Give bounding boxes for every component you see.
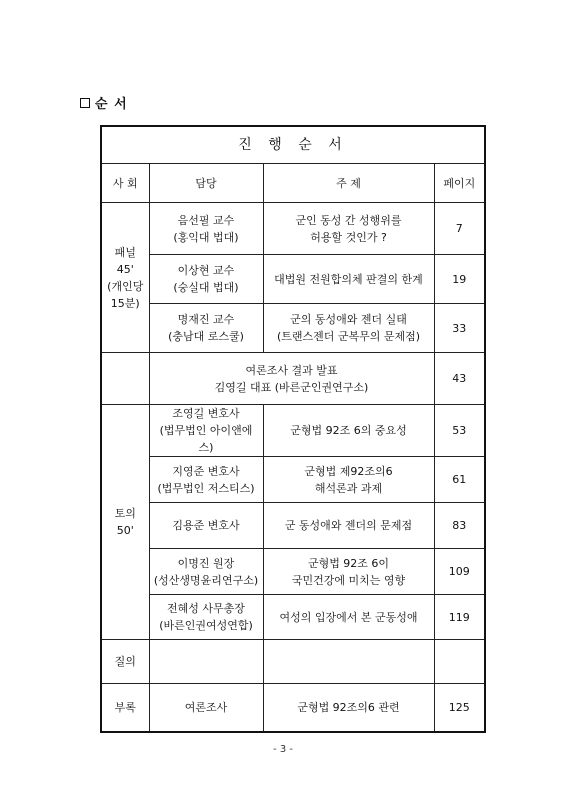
speaker-cell — [149, 255, 263, 304]
topic-cell: 군 동성애와 젠더의 문제점 — [263, 503, 434, 549]
speaker-affiliation: (법무법인 저스티스) — [157, 481, 255, 495]
speaker-cell — [149, 549, 263, 595]
speaker-cell — [149, 457, 263, 503]
table-row — [101, 203, 485, 255]
speaker-affiliation: (성산생명윤리연구소) — [153, 573, 259, 587]
survey-presenter: 김영길 대표 (바른군인권연구소) — [214, 380, 369, 394]
empty-cell — [149, 640, 263, 684]
table-row — [101, 457, 485, 503]
section-heading — [80, 93, 128, 112]
table-row — [101, 405, 485, 457]
topic-cell — [263, 203, 434, 255]
header-speaker: 담당 — [149, 164, 263, 203]
topic-line: 군인 동성 간 성행위를 — [295, 213, 402, 227]
speaker-affiliation: (충남대 로스쿨) — [168, 330, 244, 343]
survey-cell — [149, 353, 434, 405]
table-title-row — [101, 126, 485, 164]
speaker-affiliation: (숭실대 법대) — [173, 281, 239, 294]
topic-line: 해석론과 과제 — [314, 481, 383, 495]
speaker-name: 전혜성 사무총장 — [167, 602, 245, 615]
topic-line: 군형법 92조 6이 — [307, 556, 390, 570]
section-heading-text: 순 서 — [95, 97, 128, 112]
speaker-affiliation: (법무법인 아이앤에스) — [159, 424, 253, 454]
page-cell: 7 — [434, 203, 485, 255]
survey-title: 여론조사 결과 발표 — [245, 363, 338, 377]
page-cell: 61 — [434, 457, 485, 503]
speaker-name: 지영준 변호사 — [172, 464, 240, 478]
speaker-affiliation: (홍익대 법대) — [173, 230, 239, 244]
topic-cell: 여성의 입장에서 본 군동성애 — [263, 595, 434, 640]
speaker-name: 조영길 변호사 — [172, 407, 240, 420]
topic-cell — [263, 304, 434, 353]
topic-line: 군형법 제92조의6 — [304, 464, 393, 478]
schedule-table — [100, 125, 486, 733]
speaker-name: 명재진 교수 — [177, 313, 235, 326]
page-cell: 109 — [434, 549, 485, 595]
discussion-group-cell — [101, 405, 149, 640]
discussion-label: 토의 — [114, 507, 136, 520]
topic-line: 군의 동성애와 젠더 실태 — [290, 313, 407, 326]
speaker-name: 이상현 교수 — [177, 264, 235, 277]
table-row — [101, 684, 485, 732]
topic-line: 허용할 것인가 ? — [310, 230, 387, 244]
speaker-cell — [149, 405, 263, 457]
table-row — [101, 304, 485, 353]
checkbox-square-icon — [80, 98, 90, 108]
table-row — [101, 353, 485, 405]
empty-cell — [434, 640, 485, 684]
table-header-row — [101, 164, 485, 203]
speaker-cell — [149, 203, 263, 255]
appendix-speaker: 여론조사 — [149, 684, 263, 732]
topic-cell — [263, 457, 434, 503]
page-number: - 3 - — [273, 744, 293, 755]
table-row — [101, 503, 485, 549]
speaker-name: 음선필 교수 — [177, 213, 235, 227]
header-moderator: 사 회 — [101, 164, 149, 203]
topic-cell — [263, 549, 434, 595]
panel-note-2: 15분) — [110, 296, 140, 310]
topic-line: (트랜스젠더 군복무의 문제점) — [276, 330, 421, 343]
appendix-topic: 군형법 92조의6 관련 — [263, 684, 434, 732]
appendix-label: 부록 — [101, 684, 149, 732]
panel-group-cell — [101, 203, 149, 353]
page-cell: 125 — [434, 684, 485, 732]
panel-note-1: (개인당 — [107, 279, 144, 293]
header-topic: 주 제 — [263, 164, 434, 203]
speaker-affiliation: (바른인권여성연합) — [159, 619, 253, 632]
panel-label: 패널 — [114, 245, 136, 259]
panel-duration: 45' — [116, 262, 134, 276]
page-cell: 19 — [434, 255, 485, 304]
empty-cell — [263, 640, 434, 684]
page-cell: 33 — [434, 304, 485, 353]
page-cell: 119 — [434, 595, 485, 640]
speaker-name: 이명진 원장 — [177, 556, 235, 570]
discussion-duration: 50' — [116, 524, 134, 537]
speaker-cell: 김용준 변호사 — [149, 503, 263, 549]
empty-cell — [101, 353, 149, 405]
page-cell: 43 — [434, 353, 485, 405]
topic-cell: 군형법 92조 6의 중요성 — [263, 405, 434, 457]
topic-cell: 대법원 전원합의체 판결의 한계 — [263, 255, 434, 304]
header-page: 페이지 — [434, 164, 485, 203]
speaker-cell — [149, 304, 263, 353]
table-row — [101, 549, 485, 595]
table-title: 진 행 순 서 — [101, 126, 485, 164]
page-cell: 83 — [434, 503, 485, 549]
table-row — [101, 255, 485, 304]
qa-label: 질의 — [101, 640, 149, 684]
table-row — [101, 595, 485, 640]
table-row — [101, 640, 485, 684]
topic-line: 국민건강에 미치는 영향 — [291, 573, 406, 587]
page-cell: 53 — [434, 405, 485, 457]
speaker-cell — [149, 595, 263, 640]
